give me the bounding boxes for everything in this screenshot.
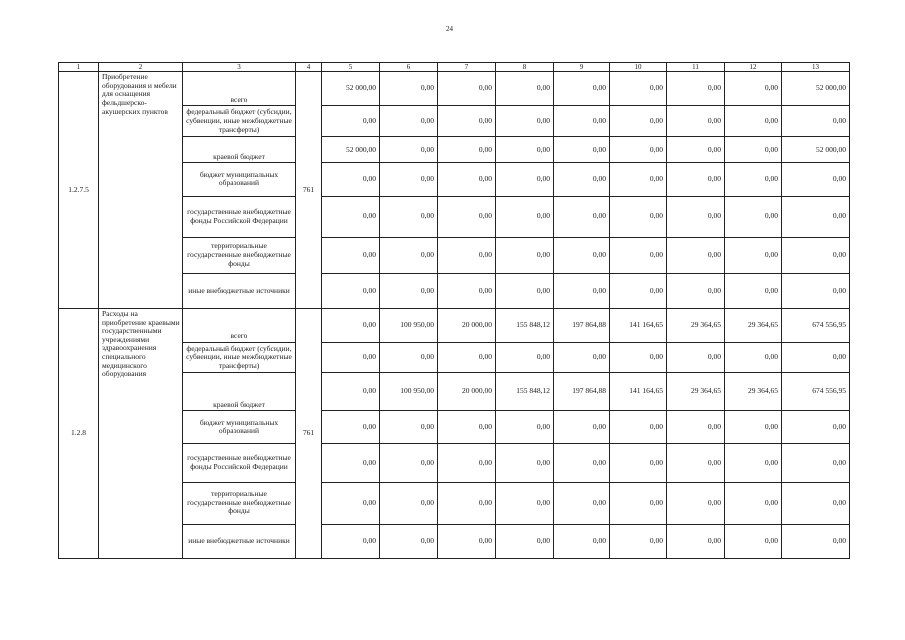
header-cell: 5 <box>322 63 380 72</box>
amount-cell: 0,00 <box>782 343 850 373</box>
amount-cell: 20 000,00 <box>438 373 496 411</box>
amount-cell: 0,00 <box>610 444 667 482</box>
amount-cell: 0,00 <box>380 343 438 373</box>
amount-cell: 0,00 <box>610 72 667 106</box>
amount-cell: 100 950,00 <box>380 308 438 342</box>
amount-cell: 0,00 <box>496 524 554 558</box>
table-row <box>59 72 850 106</box>
header-cell: 1 <box>59 63 99 72</box>
amount-cell: 0,00 <box>380 137 438 163</box>
amount-cell: 0,00 <box>438 196 496 237</box>
header-cell: 6 <box>380 63 438 72</box>
amount-cell: 0,00 <box>380 411 438 444</box>
amount-cell: 0,00 <box>322 373 380 411</box>
amount-cell: 0,00 <box>667 106 725 137</box>
amount-cell: 0,00 <box>496 343 554 373</box>
amount-cell: 0,00 <box>610 524 667 558</box>
amount-cell: 0,00 <box>438 343 496 373</box>
amount-cell: 0,00 <box>667 482 725 524</box>
funding-source: всего <box>183 308 296 342</box>
amount-cell: 0,00 <box>322 524 380 558</box>
amount-cell: 29 364,65 <box>725 308 782 342</box>
amount-cell: 0,00 <box>610 482 667 524</box>
amount-cell: 0,00 <box>554 163 610 196</box>
header-cell: 2 <box>99 63 183 72</box>
amount-cell: 0,00 <box>496 137 554 163</box>
amount-cell: 0,00 <box>438 72 496 106</box>
amount-cell: 155 848,12 <box>496 373 554 411</box>
amount-cell: 0,00 <box>554 343 610 373</box>
amount-cell: 0,00 <box>667 273 725 308</box>
header-cell: 7 <box>438 63 496 72</box>
amount-cell: 0,00 <box>438 444 496 482</box>
amount-cell: 0,00 <box>322 308 380 342</box>
amount-cell: 0,00 <box>496 72 554 106</box>
amount-cell: 0,00 <box>322 106 380 137</box>
amount-cell: 0,00 <box>725 196 782 237</box>
amount-cell: 0,00 <box>667 343 725 373</box>
funding-source: федеральный бюджет (субсидии, субвенции, иные межбюджетные трансферты) <box>183 343 296 373</box>
funding-source: территориальные государственные внебюджетные фонды <box>183 237 296 273</box>
amount-cell: 20 000,00 <box>438 308 496 342</box>
amount-cell: 0,00 <box>610 137 667 163</box>
funding-source: федеральный бюджет (субсидии, субвенции, иные межбюджетные трансферты) <box>183 106 296 137</box>
amount-cell: 0,00 <box>496 482 554 524</box>
table-body <box>59 63 850 559</box>
amount-cell: 0,00 <box>380 237 438 273</box>
amount-cell: 0,00 <box>380 163 438 196</box>
funding-source: иные внебюджетные источники <box>183 524 296 558</box>
header-cell: 10 <box>610 63 667 72</box>
budget-code: 761 <box>296 72 322 309</box>
amount-cell: 0,00 <box>496 237 554 273</box>
amount-cell: 0,00 <box>782 444 850 482</box>
amount-cell: 0,00 <box>380 482 438 524</box>
amount-cell: 0,00 <box>667 444 725 482</box>
amount-cell: 0,00 <box>322 482 380 524</box>
amount-cell: 155 848,12 <box>496 308 554 342</box>
amount-cell: 0,00 <box>322 163 380 196</box>
amount-cell: 0,00 <box>496 273 554 308</box>
funding-source: государственные внебюджетные фонды Российской Федерации <box>183 196 296 237</box>
amount-cell: 141 164,65 <box>610 308 667 342</box>
amount-cell: 0,00 <box>725 444 782 482</box>
funding-source: краевой бюджет <box>183 137 296 163</box>
amount-cell: 0,00 <box>322 273 380 308</box>
amount-cell: 0,00 <box>554 106 610 137</box>
amount-cell: 0,00 <box>322 411 380 444</box>
measure-name: Расходы на приобретение краевыми государственными учреждениями здравоохранения специального медицинского оборудования <box>99 308 183 558</box>
amount-cell: 0,00 <box>554 411 610 444</box>
amount-cell: 0,00 <box>725 524 782 558</box>
row-index: 1.2.8 <box>59 308 99 558</box>
amount-cell: 0,00 <box>782 237 850 273</box>
amount-cell: 0,00 <box>667 163 725 196</box>
funding-source: иные внебюджетные источники <box>183 273 296 308</box>
amount-cell: 0,00 <box>438 273 496 308</box>
amount-cell: 0,00 <box>554 273 610 308</box>
amount-cell: 100 950,00 <box>380 373 438 411</box>
amount-cell: 29 364,65 <box>667 373 725 411</box>
amount-cell: 0,00 <box>610 343 667 373</box>
amount-cell: 0,00 <box>496 106 554 137</box>
amount-cell: 0,00 <box>322 444 380 482</box>
header-cell: 13 <box>782 63 850 72</box>
amount-cell: 0,00 <box>438 524 496 558</box>
amount-cell: 674 556,95 <box>782 308 850 342</box>
amount-cell: 0,00 <box>496 411 554 444</box>
funding-source: бюджет муниципальных образований <box>183 411 296 444</box>
amount-cell: 0,00 <box>554 237 610 273</box>
amount-cell: 0,00 <box>782 163 850 196</box>
amount-cell: 0,00 <box>782 273 850 308</box>
header-row <box>59 63 850 72</box>
header-cell: 11 <box>667 63 725 72</box>
measure-name: Приобретение оборудования и мебели для оснащения фельдшерско-акушерских пунктов <box>99 72 183 309</box>
amount-cell: 0,00 <box>610 196 667 237</box>
amount-cell: 0,00 <box>610 411 667 444</box>
amount-cell: 0,00 <box>725 163 782 196</box>
amount-cell: 0,00 <box>380 196 438 237</box>
header-cell: 12 <box>725 63 782 72</box>
amount-cell: 0,00 <box>725 482 782 524</box>
amount-cell: 29 364,65 <box>725 373 782 411</box>
amount-cell: 0,00 <box>380 106 438 137</box>
funding-source: государственные внебюджетные фонды Российской Федерации <box>183 444 296 482</box>
amount-cell: 29 364,65 <box>667 308 725 342</box>
amount-cell: 141 164,65 <box>610 373 667 411</box>
amount-cell: 0,00 <box>438 237 496 273</box>
amount-cell: 0,00 <box>610 237 667 273</box>
amount-cell: 0,00 <box>782 524 850 558</box>
amount-cell: 0,00 <box>725 343 782 373</box>
amount-cell: 0,00 <box>380 72 438 106</box>
amount-cell: 52 000,00 <box>782 72 850 106</box>
amount-cell: 0,00 <box>322 196 380 237</box>
funding-source: краевой бюджет <box>183 373 296 411</box>
funding-source: бюджет муниципальных образований <box>183 163 296 196</box>
header-cell: 3 <box>183 63 296 72</box>
amount-cell: 0,00 <box>667 411 725 444</box>
amount-cell: 0,00 <box>438 163 496 196</box>
amount-cell: 0,00 <box>610 273 667 308</box>
amount-cell: 0,00 <box>554 482 610 524</box>
amount-cell: 52 000,00 <box>782 137 850 163</box>
table-row <box>59 308 850 342</box>
funding-source: территориальные государственные внебюджетные фонды <box>183 482 296 524</box>
amount-cell: 0,00 <box>496 196 554 237</box>
amount-cell: 0,00 <box>496 444 554 482</box>
amount-cell: 0,00 <box>667 524 725 558</box>
amount-cell: 0,00 <box>554 196 610 237</box>
amount-cell: 0,00 <box>782 411 850 444</box>
row-index: 1.2.7.5 <box>59 72 99 309</box>
amount-cell: 0,00 <box>725 106 782 137</box>
amount-cell: 0,00 <box>782 106 850 137</box>
amount-cell: 0,00 <box>667 237 725 273</box>
funding-source: всего <box>183 72 296 106</box>
amount-cell: 674 556,95 <box>782 373 850 411</box>
amount-cell: 0,00 <box>380 273 438 308</box>
page-number: 24 <box>446 25 453 33</box>
header-cell: 9 <box>554 63 610 72</box>
amount-cell: 0,00 <box>782 196 850 237</box>
header-cell: 8 <box>496 63 554 72</box>
amount-cell: 0,00 <box>322 237 380 273</box>
amount-cell: 0,00 <box>322 343 380 373</box>
amount-cell: 0,00 <box>438 411 496 444</box>
budget-table <box>58 62 850 559</box>
amount-cell: 197 864,88 <box>554 308 610 342</box>
amount-cell: 0,00 <box>725 72 782 106</box>
amount-cell: 52 000,00 <box>322 72 380 106</box>
amount-cell: 0,00 <box>667 137 725 163</box>
amount-cell: 52 000,00 <box>322 137 380 163</box>
amount-cell: 0,00 <box>438 106 496 137</box>
amount-cell: 0,00 <box>438 137 496 163</box>
header-cell: 4 <box>296 63 322 72</box>
amount-cell: 0,00 <box>438 482 496 524</box>
amount-cell: 0,00 <box>496 163 554 196</box>
amount-cell: 0,00 <box>610 163 667 196</box>
amount-cell: 0,00 <box>380 444 438 482</box>
amount-cell: 0,00 <box>725 237 782 273</box>
amount-cell: 0,00 <box>610 106 667 137</box>
amount-cell: 0,00 <box>554 137 610 163</box>
amount-cell: 0,00 <box>554 524 610 558</box>
amount-cell: 0,00 <box>380 524 438 558</box>
amount-cell: 0,00 <box>554 444 610 482</box>
amount-cell: 0,00 <box>725 137 782 163</box>
amount-cell: 0,00 <box>725 273 782 308</box>
amount-cell: 0,00 <box>782 482 850 524</box>
amount-cell: 0,00 <box>667 196 725 237</box>
amount-cell: 197 864,88 <box>554 373 610 411</box>
amount-cell: 0,00 <box>725 411 782 444</box>
amount-cell: 0,00 <box>554 72 610 106</box>
budget-code: 761 <box>296 308 322 558</box>
amount-cell: 0,00 <box>667 72 725 106</box>
